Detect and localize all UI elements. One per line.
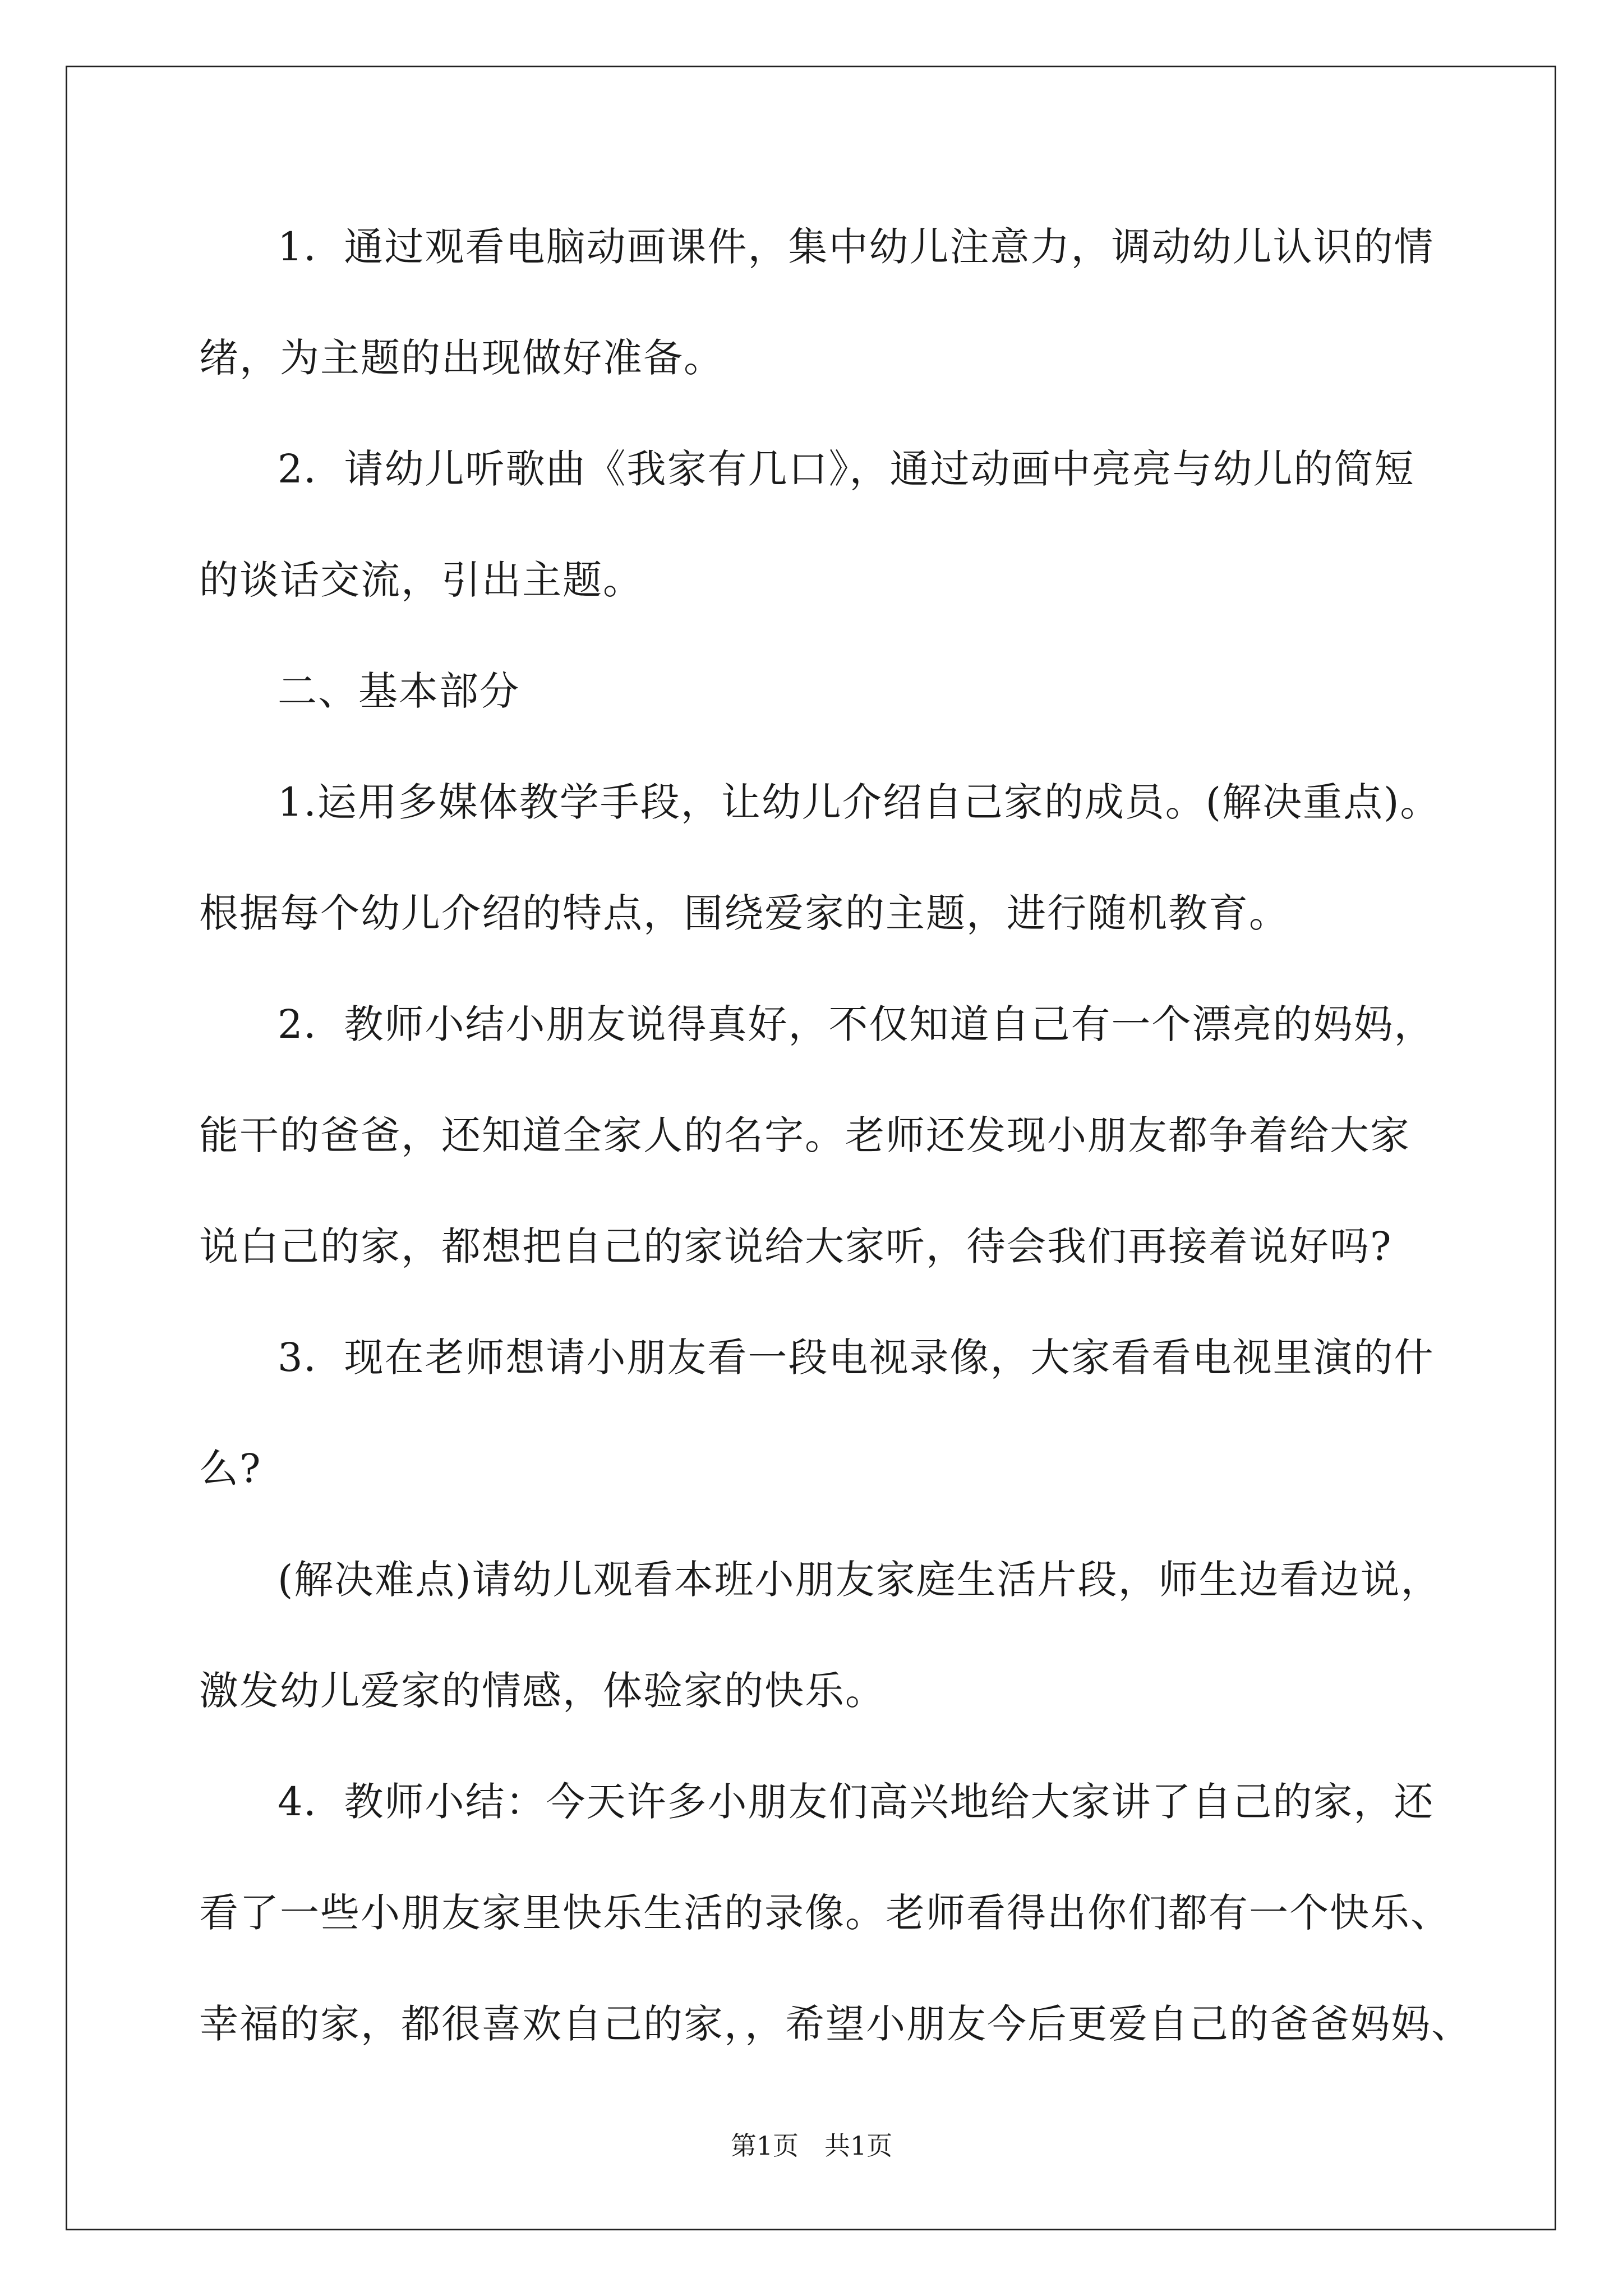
text-line: (解决难点)请幼儿观看本班小朋友家庭生活片段，师生边看边说， (278, 1557, 1441, 1603)
text-line: 的谈话交流，引出主题。 (199, 557, 643, 603)
text-line: 3．现在老师想请小朋友看一段电视录像，大家看看电视里演的什 (278, 1335, 1435, 1381)
text-line: 根据每个幼儿介绍的特点，围绕爱家的主题，进行随机教育。 (199, 890, 1289, 936)
text-line: 1．通过观看电脑动画课件，集中幼儿注意力，调动幼儿认识的情 (278, 224, 1435, 270)
text-line: 能干的爸爸，还知道全家人的名字。老师还发现小朋友都争着给大家 (199, 1112, 1410, 1158)
text-line: 激发幼儿爱家的情感，体验家的快乐。 (199, 1668, 886, 1714)
text-line: 4．教师小结：今天许多小朋友们高兴地给大家讲了自己的家，还 (278, 1779, 1435, 1825)
text-line: 么? (199, 1446, 262, 1492)
text-line: 2．请幼儿听歌曲《我家有几口》，通过动画中亮亮与幼儿的简短 (278, 446, 1415, 492)
text-line: 1.运用多媒体教学手段，让幼儿介绍自己家的成员。(解决重点)。 (278, 779, 1441, 825)
text-line: 幸福的家，都很喜欢自己的家，，希望小朋友今后更爱自己的爸爸妈妈、 (199, 2001, 1472, 2047)
text-line: 2．教师小结小朋友说得真好，不仅知道自己有一个漂亮的妈妈， (278, 1001, 1435, 1047)
text-line: 说白己的家，都想把自己的家说给大家听，待会我们再接着说好吗? (199, 1223, 1393, 1269)
text-line: 绪，为主题的出现做好准备。 (199, 335, 724, 381)
text-line: 看了一些小朋友家里快乐生活的录像。老师看得出你们都有一个快乐、 (199, 1890, 1451, 1936)
section-heading: 二、基本部分 (278, 668, 520, 714)
page-number: 第1页 共1页 (730, 2131, 893, 2161)
